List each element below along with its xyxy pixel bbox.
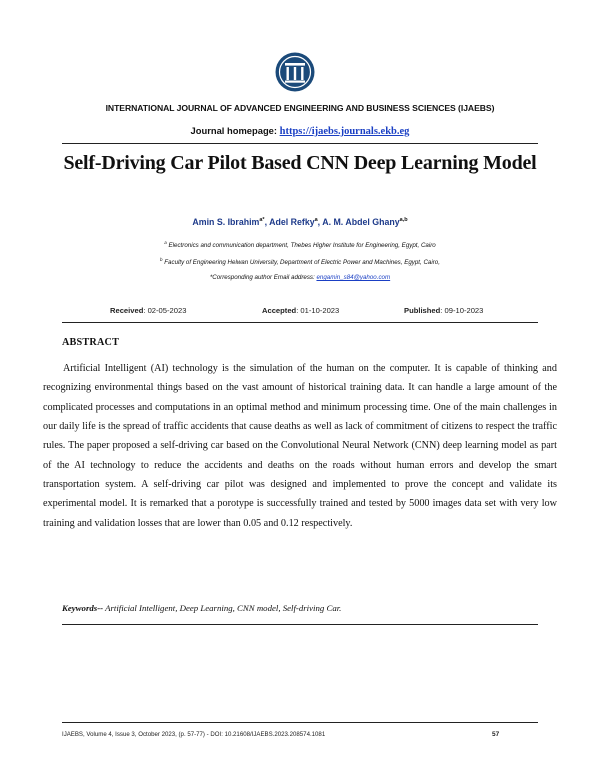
affiliation-marker: b (160, 257, 163, 262)
keywords (62, 603, 341, 613)
dates-rule (62, 322, 538, 323)
author-affiliation-marker: a (314, 217, 318, 224)
keywords-text: Artificial Intelligent, Deep Learning, CNN model, Self-driving Car. (103, 603, 342, 613)
affiliation-b (0, 257, 600, 266)
paper-title: Self-Driving Car Pilot Based CNN Deep Learning Model (63, 152, 537, 174)
author-list: Amin S. Ibrahim$^{a*}$, Adel Refky$^a$, A. M. Abdel Ghany$^{a,b}$ (192, 217, 408, 227)
keywords-rule (62, 624, 538, 625)
affiliation-text: Electronics and communication department, Thebes Higher Institute for Engineering, Egypt, Cairo (166, 242, 436, 250)
footer-rule (62, 722, 538, 723)
author-affiliation-marker: a,b (399, 217, 408, 224)
published-label: Published (404, 306, 441, 315)
received-label: Received (110, 306, 144, 315)
corresponding-author (0, 274, 600, 281)
received-value: : 02-05-2023 (143, 306, 187, 315)
author-name: A. M. Abdel Ghany (322, 217, 400, 227)
keywords-label: Keywords-- (62, 603, 104, 613)
abstract-heading: ABSTRACT (62, 337, 120, 348)
received-date (110, 306, 186, 315)
accepted-date (262, 306, 339, 315)
author-name: Adel Refky (269, 217, 315, 227)
published-value: : 09-10-2023 (440, 306, 484, 315)
journal-logo-icon (275, 52, 315, 92)
homepage-label: Journal homepage: (190, 125, 280, 136)
journal-name: INTERNATIONAL JOURNAL OF ADVANCED ENGINEERING AND BUSINESS SCIENCES (IJAEBS) (105, 103, 495, 113)
affiliation-a (0, 240, 600, 249)
corresponding-email-link[interactable]: engamin_s84@yahoo.com (316, 274, 391, 281)
corresponding-label: *Corresponding author Email address: (209, 274, 317, 281)
accepted-value: : 01-10-2023 (296, 306, 340, 315)
author-name: Amin S. Ibrahim (192, 217, 260, 227)
homepage-link[interactable]: https://ijaebs.journals.ekb.eg (279, 126, 410, 137)
abstract-text: Artificial Intelligent (AI) technology is the simulation of the human on the computer. It is capable of thinking and recognizing environmental things based on the vast amount of historical training data. It can handle a large amount of the complicated processes and computations in an optimal method and minimum processing time. One of the main challenges in our daily life is the spread of traffic accidents that cause deaths as well as lack of commitment of citizens to respect the traffic rules. The paper proposed a self-driving car based on the Convolutional Neural Network (CNN) deep learning model as part of the AI technology to reduce the accidents and deaths on the roads without human errors and develop the smart transportation system. A self-driving car pilot was designed and implemented to prove the concept and validate its experimental model. It is remarked that a porotype is successfully trained and tested by 5000 images data set with very low training and validation losses that are lower than 0.05 and 0.12 respectively. (43, 363, 557, 529)
author-affiliation-marker: a* (259, 217, 265, 224)
header-rule (62, 143, 538, 144)
footer-citation: IJAEBS, Volume 4, Issue 3, October 2023, (p. 57-77) - DOI: 10.21608/IJAEBS.2023.208574.1081 (62, 731, 326, 738)
accepted-label: Accepted (262, 306, 297, 315)
page-number: 57 (492, 731, 500, 738)
affiliation-text: Faculty of Engineering Helwan University, Department of Electric Power and Machines, Egypt, Cairo, (162, 259, 440, 267)
journal-homepage (0, 125, 600, 137)
published-date (404, 306, 483, 315)
affiliation-marker: a (164, 240, 167, 245)
